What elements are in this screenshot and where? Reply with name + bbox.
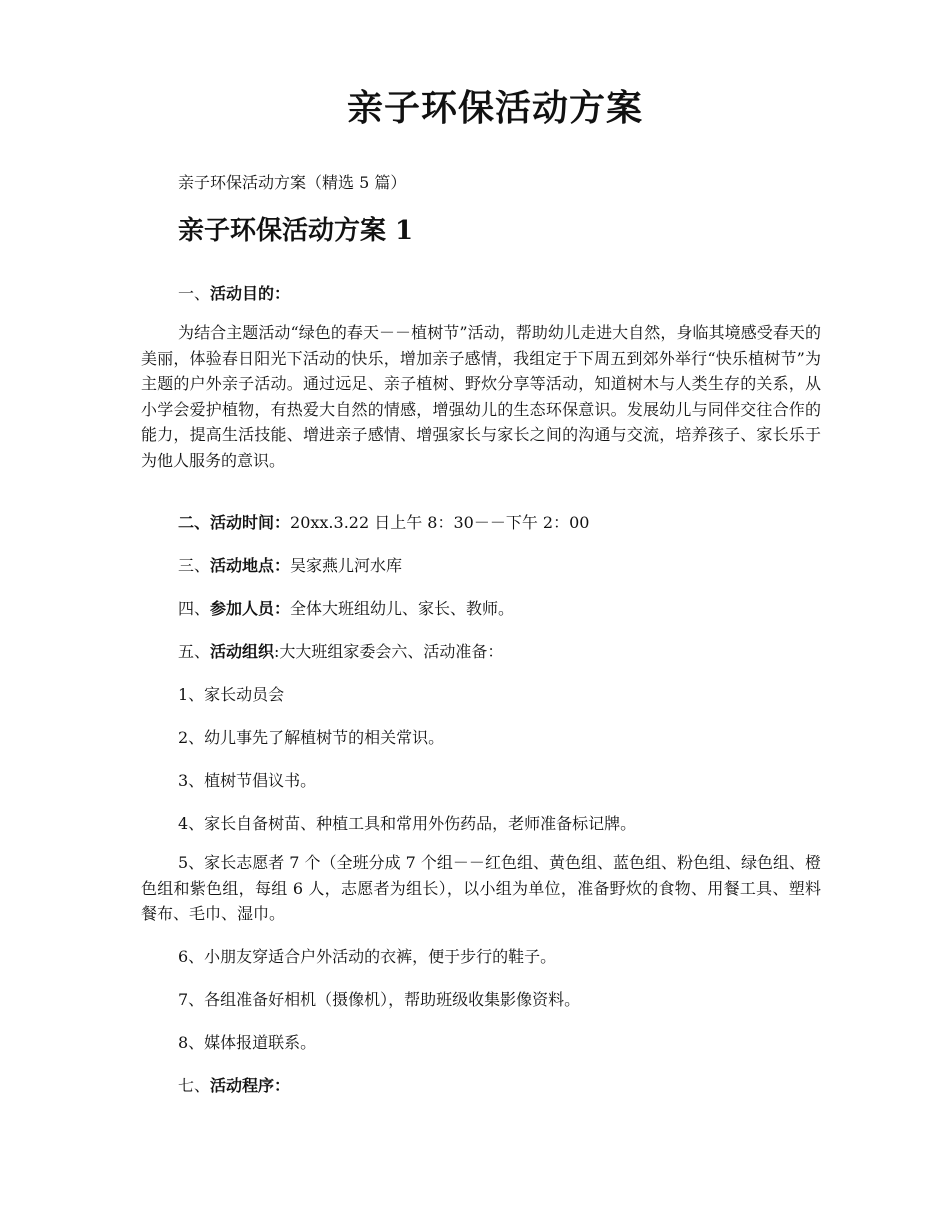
prep-item: 4、家长自备树苗、种植工具和常用外伤药品，老师准备标记牌。	[178, 814, 637, 833]
place-label: 活动地点：	[210, 556, 291, 575]
place-line	[178, 553, 402, 576]
purpose-heading	[178, 281, 290, 304]
people-line	[178, 596, 514, 619]
prep-item: 8、媒体报道联系。	[178, 1033, 317, 1052]
purpose-heading-label: 活动目的：	[210, 284, 291, 303]
organization-line	[178, 639, 503, 662]
prep-item: 1、家长动员会	[178, 685, 285, 704]
purpose-paragraph: 为结合主题活动“绿色的春天－－植树节”活动，帮助幼儿走进大自然，身临其境感受春天的美丽，体验春日阳光下活动的快乐，增加亲子感情，我组定于下周五到郊外举行“快乐植树节”为主题的户外亲子活动。通过远足、亲子植树、野炊分享等活动，知道树木与人类生存的关系，从小学会爱护植物，有热爱大自然的情感，增强幼儿的生态环保意识。发展幼儿与同伴交往合作的能力，提高生活技能、增进亲子感情、增强家长与家长之间的沟通与交流，培养孩子、家长乐于为他人服务的意识。	[141, 323, 821, 470]
section-heading: 亲子环保活动方案 1	[178, 216, 414, 246]
place-number: 三、	[178, 556, 211, 575]
procedure-heading-label: 活动程序：	[210, 1076, 291, 1095]
place-value: 吴家燕儿河水库	[290, 556, 403, 575]
time-label: 二、活动时间：	[178, 513, 291, 532]
procedure-heading-number: 七、	[178, 1076, 211, 1095]
procedure-heading	[178, 1073, 290, 1096]
time-line	[178, 510, 589, 533]
people-number: 四、	[178, 599, 211, 618]
document-subtitle: 亲子环保活动方案（精选 5 篇）	[178, 173, 407, 192]
people-label: 参加人员：	[210, 599, 291, 618]
prep-item: 3、植树节倡议书。	[178, 771, 317, 790]
prep-item: 2、幼儿事先了解植树节的相关常识。	[178, 728, 445, 747]
organization-number: 五、	[178, 642, 211, 661]
prep-item-5: 5、家长志愿者 7 个（全班分成 7 个组－－红色组、黄色组、蓝色组、粉色组、绿色组、橙色组和紫色组，每组 6 人，志愿者为组长），以小组为单位，准备野炊的食物、用餐工具、塑料餐布、毛巾、湿巾。	[141, 853, 821, 923]
organization-label: 活动组织	[210, 642, 275, 661]
people-value: 全体大班组幼儿、家长、教师。	[290, 599, 515, 618]
time-value: 20xx.3.22 日上午 8：30－－下午 2：00	[290, 513, 590, 532]
document-title: 亲子环保活动方案	[346, 87, 643, 129]
prep-item: 6、小朋友穿适合户外活动的衣裤，便于步行的鞋子。	[178, 947, 557, 966]
organization-value: :大大班组家委会六、活动准备：	[274, 642, 504, 661]
purpose-heading-number: 一、	[178, 284, 211, 303]
prep-item: 7、各组准备好相机（摄像机），帮助班级收集影像资料。	[178, 990, 581, 1009]
